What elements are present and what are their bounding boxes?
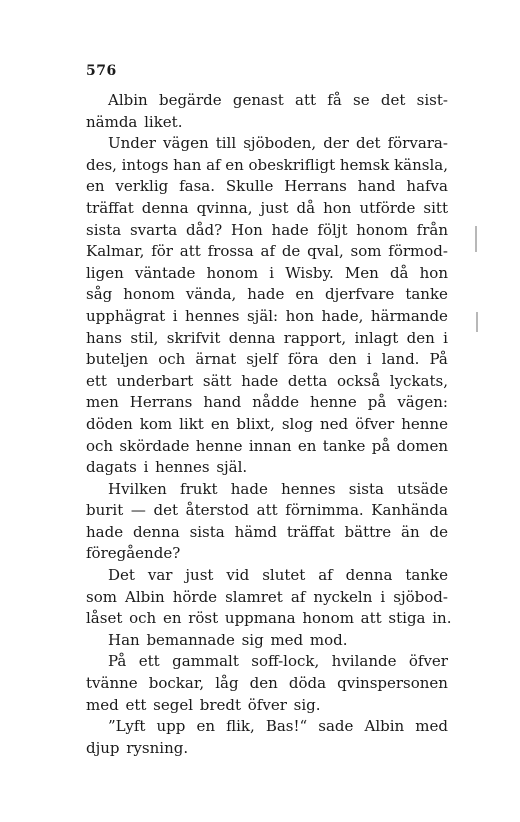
page-number: 576 bbox=[86, 63, 117, 79]
text-line: föregående? bbox=[86, 544, 181, 563]
text-line: Han bemannade sig med mod. bbox=[108, 630, 348, 649]
text-line: såg honom vända, hade en djerfvare tanke bbox=[86, 285, 448, 304]
text-line: hans stil, skrifvit denna rapport, inlagt den i bbox=[86, 328, 448, 347]
body-text bbox=[86, 90, 452, 759]
margin-mark bbox=[475, 226, 477, 252]
text-line: tvänne bockar, låg den döda qvinspersonen bbox=[86, 674, 448, 693]
text-line: upphägrat i hennes själ: hon hade, härmande bbox=[86, 306, 448, 325]
text-line: låset och en röst uppmana honom att stiga in. bbox=[86, 609, 452, 628]
text-line: med ett segel bredt öfver sig. bbox=[86, 695, 321, 714]
text-line: ligen väntade honom i Wisby. Men då hon bbox=[86, 263, 448, 282]
text-line: Hvilken frukt hade hennes sista utsäde bbox=[108, 479, 448, 498]
text-line: Det var just vid slutet af denna tanke bbox=[108, 566, 448, 585]
text-line: djup rysning. bbox=[86, 738, 189, 757]
text-line: Kalmar, för att frossa af de qval, som förmod- bbox=[86, 242, 448, 261]
text-line: som Albin hörde slamret af nyckeln i sjöbod- bbox=[86, 587, 448, 606]
text-line: des, intogs han af en obeskrifligt hemsk känsla, bbox=[86, 155, 448, 174]
text-line: men Herrans hand nådde henne på vägen: bbox=[86, 393, 448, 412]
text-line: dagats i hennes själ. bbox=[86, 458, 248, 477]
text-line: ett underbart sätt hade detta också lyckats, bbox=[86, 371, 448, 390]
text-line: burit — det återstod att förnimma. Kanhända bbox=[86, 501, 448, 520]
text-line: buteljen och ärnat sjelf föra den i land. På bbox=[86, 350, 448, 369]
text-line: Albin begärde genast att få se det sist- bbox=[108, 91, 448, 109]
text-line: sista svarta dåd? Hon hade följt honom från bbox=[86, 220, 448, 239]
text-line: en verklig fasa. Skulle Herrans hand hafva bbox=[86, 177, 448, 196]
margin-mark bbox=[476, 312, 478, 332]
text-line: döden kom likt en blixt, slog ned öfver henne bbox=[86, 414, 448, 433]
text-line: På ett gammalt soff-lock, hvilande öfver bbox=[108, 652, 448, 671]
text-line: Under vägen till sjöboden, der det förvara- bbox=[108, 134, 448, 153]
text-line: nämda liket. bbox=[86, 112, 183, 131]
text-line: ”Lyft upp en flik, Bas!“ sade Albin med bbox=[108, 717, 448, 736]
text-line: träffat denna qvinna, just då hon utförde sitt bbox=[86, 198, 448, 217]
text-line: hade denna sista hämd träffat bättre än de bbox=[86, 522, 448, 541]
text-line: och skördade henne innan en tanke på domen bbox=[86, 436, 448, 455]
